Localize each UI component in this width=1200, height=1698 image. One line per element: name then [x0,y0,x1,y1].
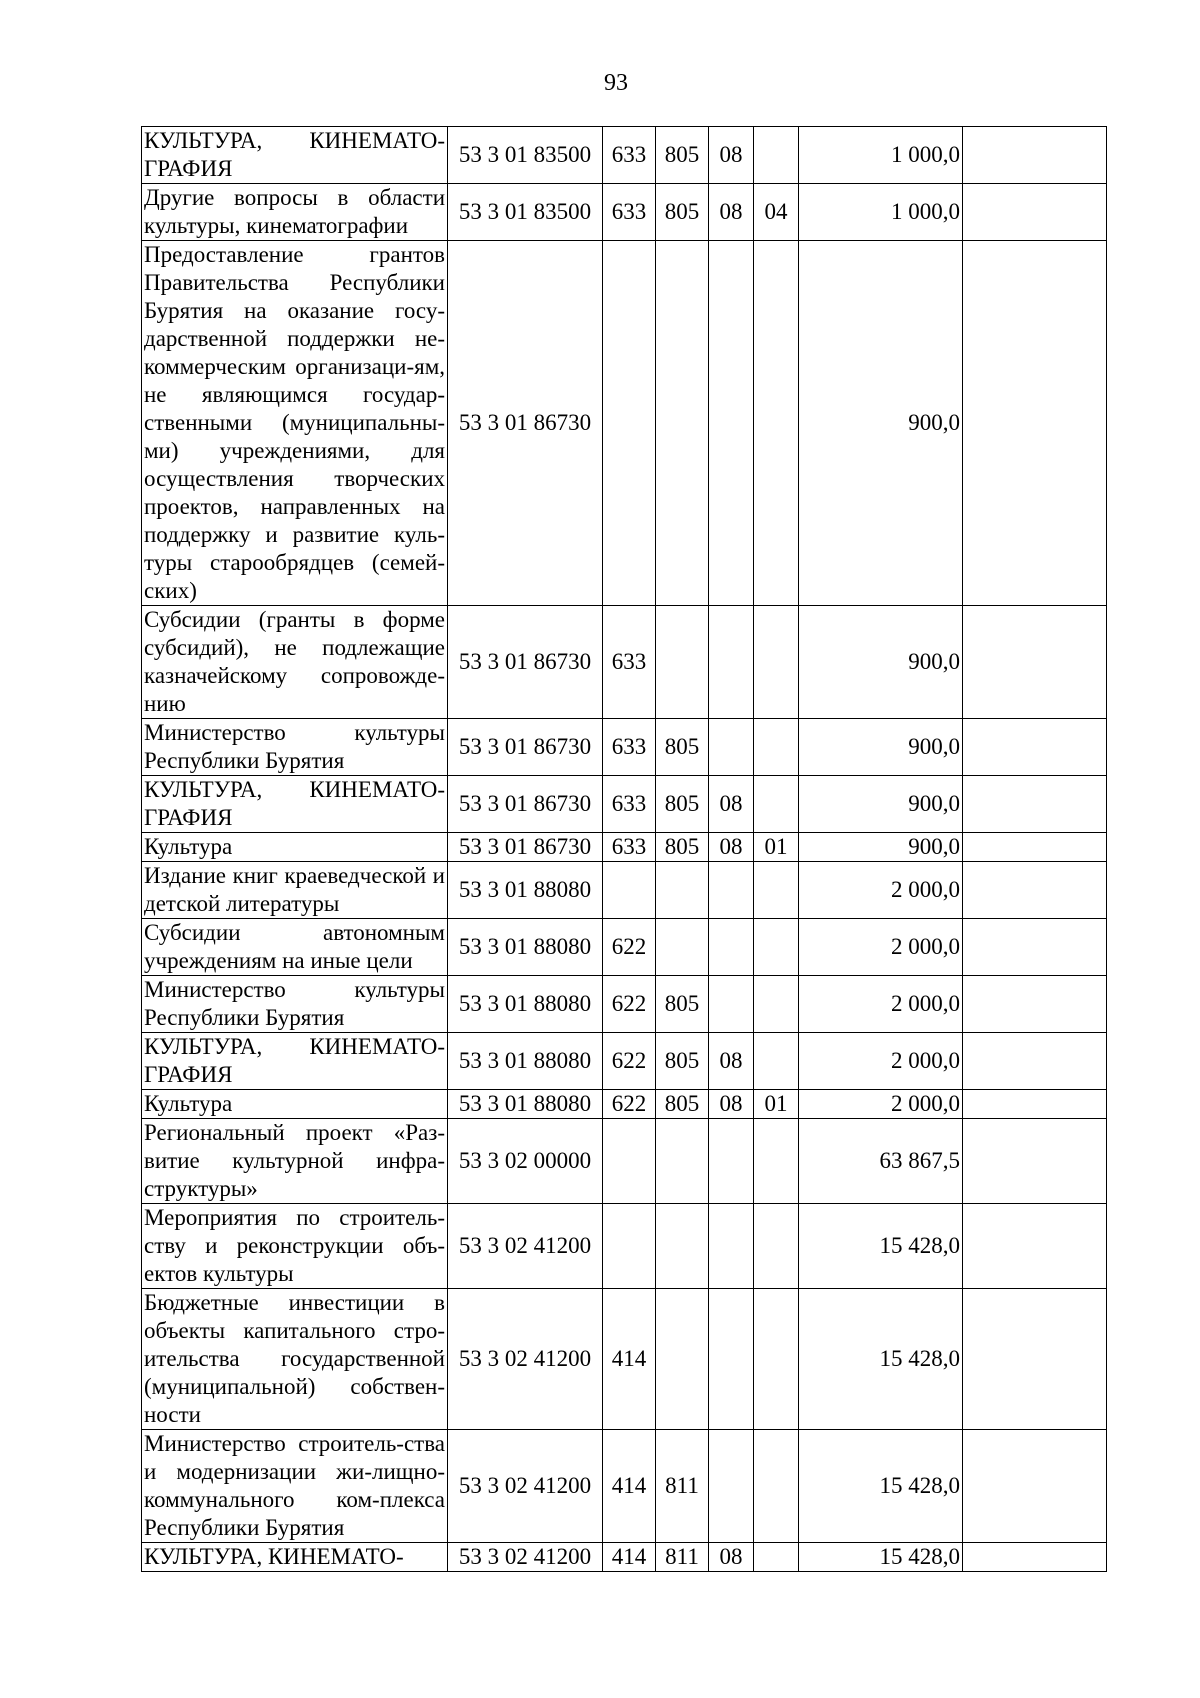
section-code-cell [709,1204,754,1289]
section-code-cell [709,862,754,919]
subsection-code-cell [754,127,799,184]
empty-cell [963,776,1107,833]
subsection-code-cell [754,976,799,1033]
ministry-code-cell: 805 [656,976,709,1033]
page-number: 93 [604,70,628,96]
expense-type-cell [603,862,656,919]
amount-cell: 1 000,0 [799,184,963,241]
target-article-code-cell: 53 3 02 41200 [448,1430,603,1543]
row-name-cell: Министерство строитель-ства и модернизации жи-лищно-коммунального ком-плекса Республики Бурятия [142,1430,448,1543]
amount-cell: 900,0 [799,833,963,862]
ministry-code-cell: 805 [656,1090,709,1119]
empty-cell [963,1033,1107,1090]
amount-cell: 900,0 [799,241,963,606]
table-row [142,184,1107,241]
target-article-code-cell: 53 3 01 86730 [448,776,603,833]
amount-cell: 15 428,0 [799,1204,963,1289]
target-article-code-cell: 53 3 01 88080 [448,919,603,976]
amount-cell: 2 000,0 [799,1033,963,1090]
row-name-cell: Культура [142,1090,448,1119]
target-article-code-cell: 53 3 02 41200 [448,1289,603,1430]
empty-cell [963,1119,1107,1204]
table-row [142,1289,1107,1430]
target-article-code-cell: 53 3 01 86730 [448,719,603,776]
target-article-code-cell: 53 3 01 86730 [448,833,603,862]
expense-type-cell: 622 [603,919,656,976]
row-name-cell: КУЛЬТУРА, КИНЕМАТО- [142,1543,448,1572]
amount-cell: 900,0 [799,776,963,833]
target-article-code-cell: 53 3 01 86730 [448,606,603,719]
amount-cell: 15 428,0 [799,1430,963,1543]
ministry-code-cell [656,1289,709,1430]
table-row [142,1204,1107,1289]
subsection-code-cell [754,1119,799,1204]
section-code-cell: 08 [709,1090,754,1119]
row-name-cell: Региональный проект «Раз-витие культурной инфра-структуры» [142,1119,448,1204]
subsection-code-cell [754,919,799,976]
expense-type-cell [603,1119,656,1204]
ministry-code-cell: 811 [656,1430,709,1543]
expense-type-cell: 633 [603,606,656,719]
empty-cell [963,976,1107,1033]
ministry-code-cell: 811 [656,1543,709,1572]
ministry-code-cell: 805 [656,1033,709,1090]
target-article-code-cell: 53 3 02 41200 [448,1204,603,1289]
section-code-cell [709,919,754,976]
ministry-code-cell [656,241,709,606]
target-article-code-cell: 53 3 01 88080 [448,1090,603,1119]
subsection-code-cell [754,776,799,833]
table-row [142,1033,1107,1090]
subsection-code-cell [754,241,799,606]
table-row [142,1430,1107,1543]
row-name-cell: КУЛЬТУРА, КИНЕМАТО-ГРАФИЯ [142,127,448,184]
ministry-code-cell [656,919,709,976]
ministry-code-cell [656,862,709,919]
empty-cell [963,1204,1107,1289]
row-name-cell: Предоставление грантов Правительства Республики Бурятия на оказание госу-дарственной поддержки не-коммерческим организаци-ям, не являющимся государ-ственными (муниципальны-ми) учреждениями, для осуществления творческих проектов, направленных на поддержку и развитие куль-туры старообрядцев (семей-ских) [142,241,448,606]
empty-cell [963,1289,1107,1430]
table-row [142,1090,1107,1119]
table-row [142,719,1107,776]
expense-type-cell: 633 [603,719,656,776]
empty-cell [963,606,1107,719]
expense-type-cell: 633 [603,184,656,241]
amount-cell: 15 428,0 [799,1289,963,1430]
ministry-code-cell: 805 [656,127,709,184]
row-name-cell: Мероприятия по строитель-ству и реконструкции объ-ектов культуры [142,1204,448,1289]
target-article-code-cell: 53 3 01 88080 [448,1033,603,1090]
section-code-cell: 08 [709,1543,754,1572]
row-name-cell: Другие вопросы в области культуры, кинематографии [142,184,448,241]
section-code-cell: 08 [709,127,754,184]
section-code-cell [709,1430,754,1543]
empty-cell [963,833,1107,862]
row-name-cell: Субсидии (гранты в форме субсидий), не подлежащие казначейскому сопровожде-нию [142,606,448,719]
amount-cell: 63 867,5 [799,1119,963,1204]
budget-table-body [142,127,1107,1572]
expense-type-cell: 633 [603,776,656,833]
expense-type-cell: 414 [603,1430,656,1543]
table-row [142,919,1107,976]
row-name-cell: Министерство культуры Республики Бурятия [142,719,448,776]
subsection-code-cell [754,1204,799,1289]
row-name-cell: КУЛЬТУРА, КИНЕМАТО-ГРАФИЯ [142,1033,448,1090]
row-name-cell: Культура [142,833,448,862]
empty-cell [963,184,1107,241]
table-row [142,833,1107,862]
expense-type-cell: 622 [603,1090,656,1119]
ministry-code-cell: 805 [656,776,709,833]
table-row [142,606,1107,719]
ministry-code-cell: 805 [656,719,709,776]
section-code-cell [709,1289,754,1430]
amount-cell: 15 428,0 [799,1543,963,1572]
ministry-code-cell [656,606,709,719]
target-article-code-cell: 53 3 01 86730 [448,241,603,606]
table-row [142,127,1107,184]
section-code-cell: 08 [709,776,754,833]
section-code-cell: 08 [709,833,754,862]
section-code-cell [709,976,754,1033]
subsection-code-cell [754,1033,799,1090]
subsection-code-cell [754,1430,799,1543]
table-row [142,776,1107,833]
budget-table [141,126,1107,1572]
subsection-code-cell: 01 [754,1090,799,1119]
empty-cell [963,127,1107,184]
amount-cell: 2 000,0 [799,919,963,976]
expense-type-cell: 633 [603,127,656,184]
section-code-cell [709,1119,754,1204]
section-code-cell [709,241,754,606]
row-name-cell: Субсидии автономным учреждениям на иные цели [142,919,448,976]
table-row [142,1119,1107,1204]
empty-cell [963,1543,1107,1572]
empty-cell [963,1090,1107,1119]
table-row [142,862,1107,919]
target-article-code-cell: 53 3 01 88080 [448,862,603,919]
section-code-cell [709,606,754,719]
ministry-code-cell [656,1119,709,1204]
target-article-code-cell: 53 3 01 83500 [448,184,603,241]
empty-cell [963,1430,1107,1543]
ministry-code-cell [656,1204,709,1289]
empty-cell [963,919,1107,976]
row-name-cell: КУЛЬТУРА, КИНЕМАТО-ГРАФИЯ [142,776,448,833]
section-code-cell [709,719,754,776]
amount-cell: 2 000,0 [799,976,963,1033]
subsection-code-cell [754,862,799,919]
expense-type-cell: 622 [603,976,656,1033]
target-article-code-cell: 53 3 02 41200 [448,1543,603,1572]
amount-cell: 2 000,0 [799,1090,963,1119]
expense-type-cell [603,241,656,606]
target-article-code-cell: 53 3 01 83500 [448,127,603,184]
subsection-code-cell [754,1289,799,1430]
subsection-code-cell: 04 [754,184,799,241]
amount-cell: 900,0 [799,719,963,776]
subsection-code-cell [754,719,799,776]
expense-type-cell [603,1204,656,1289]
table-row [142,1543,1107,1572]
expense-type-cell: 622 [603,1033,656,1090]
table-row [142,976,1107,1033]
ministry-code-cell: 805 [656,833,709,862]
section-code-cell: 08 [709,1033,754,1090]
expense-type-cell: 633 [603,833,656,862]
amount-cell: 1 000,0 [799,127,963,184]
subsection-code-cell [754,1543,799,1572]
row-name-cell: Бюджетные инвестиции в объекты капитального стро-ительства государственной (муниципальной) собствен-ности [142,1289,448,1430]
amount-cell: 900,0 [799,606,963,719]
empty-cell [963,862,1107,919]
amount-cell: 2 000,0 [799,862,963,919]
ministry-code-cell: 805 [656,184,709,241]
target-article-code-cell: 53 3 02 00000 [448,1119,603,1204]
subsection-code-cell [754,606,799,719]
row-name-cell: Издание книг краеведческой и детской литературы [142,862,448,919]
expense-type-cell: 414 [603,1543,656,1572]
empty-cell [963,719,1107,776]
section-code-cell: 08 [709,184,754,241]
target-article-code-cell: 53 3 01 88080 [448,976,603,1033]
empty-cell [963,241,1107,606]
expense-type-cell: 414 [603,1289,656,1430]
row-name-cell: Министерство культуры Республики Бурятия [142,976,448,1033]
table-row [142,241,1107,606]
subsection-code-cell: 01 [754,833,799,862]
